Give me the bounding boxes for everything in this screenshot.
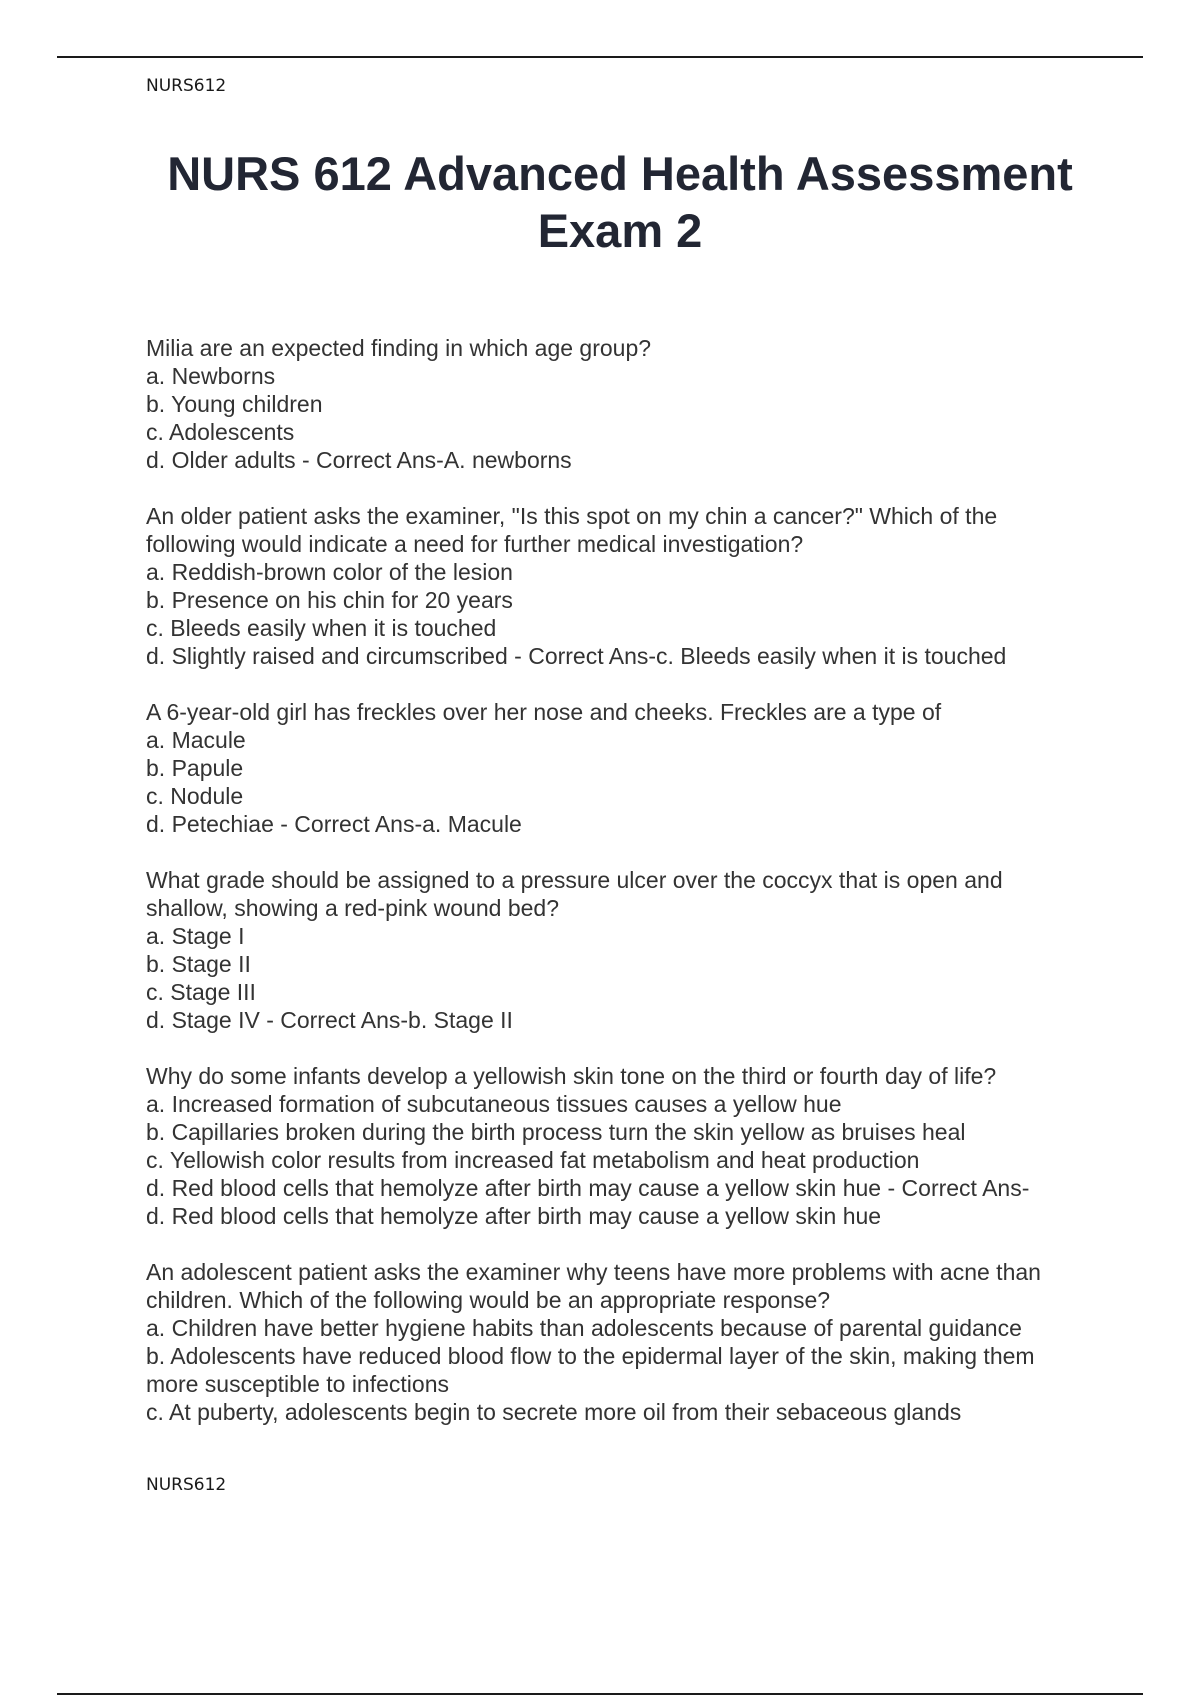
correct-answer-continuation: d. Red blood cells that hemolyze after birth may cause a yellow skin hue [146, 1203, 882, 1229]
answer-option-with-correct-answer: d. Stage IV - Correct Ans-b. Stage II [146, 1007, 513, 1033]
answer-option: c. At puberty, adolescents begin to secrete more oil from their sebaceous glands [146, 1399, 962, 1425]
answer-option-with-correct-answer: d. Older adults - Correct Ans-A. newborns [146, 447, 572, 473]
question-block-6 [146, 1258, 1106, 1426]
answer-option: a. Newborns [146, 363, 276, 389]
question-block-1 [146, 334, 1106, 474]
answer-option: a. Increased formation of subcutaneous tissues causes a yellow hue [146, 1091, 842, 1117]
question-list [146, 334, 1106, 1454]
title-line-2: Exam 2 [537, 204, 703, 257]
answer-option: b. Presence on his chin for 20 years [146, 587, 513, 613]
question-block-5 [146, 1062, 1106, 1230]
title-line-1: NURS 612 Advanced Health Assessment [167, 147, 1073, 200]
answer-option: a. Children have better hygiene habits than adolescents because of parental guidance [146, 1315, 1022, 1341]
answer-option: c. Adolescents [146, 419, 295, 445]
answer-option: a. Reddish-brown color of the lesion [146, 559, 513, 585]
question-text: An older patient asks the examiner, "Is this spot on my chin a cancer?" Which of the [146, 503, 998, 529]
answer-option: c. Bleeds easily when it is touched [146, 615, 497, 641]
question-block-4 [146, 866, 1106, 1034]
answer-option: b. Young children [146, 391, 323, 417]
question-text: following would indicate a need for further medical investigation? [146, 531, 804, 557]
answer-option-with-correct-answer: d. Red blood cells that hemolyze after birth may cause a yellow skin hue - Correct Ans- [146, 1175, 1030, 1201]
answer-option: b. Capillaries broken during the birth process turn the skin yellow as bruises heal [146, 1119, 966, 1145]
question-text: What grade should be assigned to a pressure ulcer over the coccyx that is open and [146, 867, 1003, 893]
question-text: children. Which of the following would be an appropriate response? [146, 1287, 831, 1313]
answer-option-with-correct-answer: d. Slightly raised and circumscribed - Correct Ans-c. Bleeds easily when it is touched [146, 643, 1007, 669]
answer-option: c. Nodule [146, 783, 244, 809]
answer-option: a. Macule [146, 727, 246, 753]
document-title [100, 145, 1140, 259]
answer-option: c. Stage III [146, 979, 256, 1005]
question-text: Why do some infants develop a yellowish skin tone on the third or fourth day of life? [146, 1063, 997, 1089]
answer-option-with-correct-answer: d. Petechiae - Correct Ans-a. Macule [146, 811, 522, 837]
answer-option: a. Stage I [146, 923, 245, 949]
page-header-code: NURS612 [146, 76, 227, 96]
footer-rule [57, 1693, 1143, 1695]
answer-option: b. Adolescents have reduced blood flow to the epidermal layer of the skin, making them [146, 1343, 1035, 1369]
answer-option: more susceptible to infections [146, 1371, 449, 1397]
question-text: A 6-year-old girl has freckles over her nose and cheeks. Freckles are a type of [146, 699, 942, 725]
question-block-2 [146, 502, 1106, 670]
question-block-3 [146, 698, 1106, 838]
header-rule [57, 56, 1143, 58]
answer-option: b. Stage II [146, 951, 251, 977]
question-text: An adolescent patient asks the examiner why teens have more problems with acne than [146, 1259, 1041, 1285]
question-text: Milia are an expected finding in which age group? [146, 335, 652, 361]
question-text: shallow, showing a red-pink wound bed? [146, 895, 559, 921]
page-footer-code: NURS612 [146, 1475, 227, 1495]
answer-option: c. Yellowish color results from increased fat metabolism and heat production [146, 1147, 920, 1173]
answer-option: b. Papule [146, 755, 244, 781]
